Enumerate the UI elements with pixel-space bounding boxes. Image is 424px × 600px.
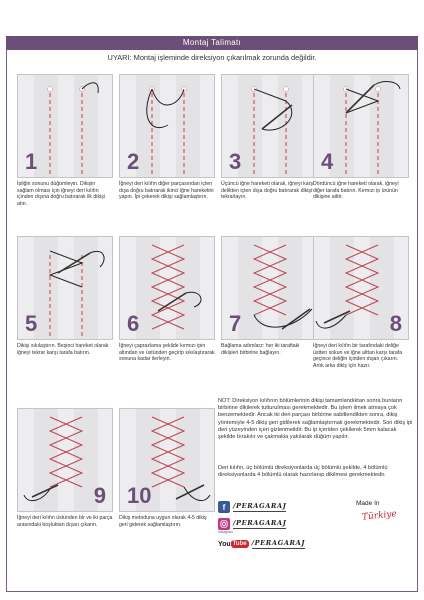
note-sections-text: Deri kılıfın, üç bölümlü direksiyonlarda üç bölümlü şekilde, 4 bölümlü direksiyonlarda 4 bölümlü olarak hazırlanıp dikilmesi gerekmektedir. [218, 465, 388, 479]
instagram-link[interactable] [218, 517, 338, 534]
step-caption: İğneyi çaprazlama şekilde kırmızı ipin altından ve üstünden geçirip sıkılaştırarak sonuna kadar ilerleyin. [119, 343, 215, 363]
step-9 [17, 408, 113, 528]
step-number: 3 [229, 149, 242, 174]
step-4 [313, 74, 409, 201]
step-7 [221, 236, 317, 356]
step-caption: İğneyi deri kılıfın bir tarafındaki deliğe üstten sokun ve iğne alttan karşı tarafa geçince deliğin içinden dışarı çıkarın. Artık arka dikiş için hazır. [313, 343, 403, 369]
step-2-illustration [119, 74, 215, 178]
step-number: 7 [229, 311, 242, 336]
instagram-label: Instagram [218, 530, 234, 534]
step-number: 2 [127, 149, 140, 174]
step-10 [119, 408, 215, 528]
step-number: 4 [321, 149, 334, 174]
step-8 [313, 236, 409, 369]
step-3-illustration [221, 74, 317, 178]
youtube-link[interactable] [218, 537, 338, 551]
step-2 [119, 74, 215, 201]
step-3 [221, 74, 317, 201]
step-number: 5 [25, 311, 38, 336]
step-number: 9 [93, 483, 106, 508]
step-8-illustration [313, 236, 409, 340]
step-9-illustration [17, 408, 113, 512]
step-caption: İpliğin sonunu düğümleyin. Dikişin sağlam olması için iğneyi deri kılıfın içinden dışına doğru batırarak ilk dikişi atın. [17, 181, 105, 207]
youtube-handle: /PERAGARAJ [251, 539, 306, 547]
step-caption: Dördüncü iğne hareketi olarak, iğneyi diğer tarafa batırın. Kırmızı ip ürünün dikişine aittir. [313, 181, 399, 201]
page-title: Montaj Talimatı [6, 36, 418, 50]
step-1-illustration [17, 74, 113, 178]
step-6 [119, 236, 215, 363]
youtube-you-text: You [218, 540, 231, 548]
step-7-illustration [221, 236, 317, 340]
step-6-illustration [119, 236, 215, 340]
step-number: 8 [389, 311, 402, 336]
step-number: 1 [25, 149, 38, 174]
facebook-icon: f [218, 501, 230, 513]
facebook-handle: /PERAGARAJ [233, 502, 287, 510]
step-caption: Dikiş metoduna uygun olarak 4-5 dikiş geri giderek sağlamlaştırın. [119, 515, 207, 528]
step-caption: Dikişi sıkılaştırın. Beşinci hareket olarak iğneyi tekrar karşı tarafa batırın. [17, 343, 109, 356]
note-text: NOT: Direksiyon kılıfının bölümlerinin dikişi tamamlandıktan sonra bunların birbirine dikilerek tutturulması gerekmektedir. Bu işlem ilmek atmaya çok benzemektedir. Ancak iki deri parçası birbirine sabitlendikten sonra, dikiş yöntemiyle 4-5 dikiş geri gidilerek sağlamlaştırmak gerekmektedir. Son dikiş ipi deri yüzeyinden içeri gizlenmelidir. Bu ip içeriden çekilerek 5mm kalacak şekilde bırakılır ve çakmakla yakılarak düğüm yapılır. [218, 398, 413, 441]
made-in-country: Türkiye [361, 509, 398, 523]
youtube-icon [218, 540, 249, 548]
step-caption: İğneyi deri kılıfın diğer parçasından içten dışa doğru batırarak ikinci iğne hareketini yapın. İpi çekerek dikişi sağlamlaştırın. [119, 181, 214, 201]
warning-text: UYARI: Montaj işleminde direksiyon çıkarılmak zorunda değildir. [107, 53, 317, 62]
step-10-illustration [119, 408, 215, 512]
step-caption: İğneyi deri kılıfın üstünden bir ve iki parça arasındaki boşluktan dışarı çıkarın. [17, 515, 113, 528]
step-5-illustration [17, 236, 113, 340]
step-5 [17, 236, 113, 356]
step-1 [17, 74, 113, 207]
step-4-illustration [313, 74, 409, 178]
instagram-icon [218, 518, 230, 530]
step-caption: Üçüncü iğne hareketi olarak, iğneyi karşı delikten içten dışa doğru batırarak dikişi tekrarlayın. [221, 181, 315, 201]
step-caption: Bağlama adımlarz: her iki taraftaki dikişleri birbirine bağlayın. [221, 343, 300, 356]
made-in-label: Made In [356, 500, 380, 507]
facebook-link[interactable] [218, 500, 338, 514]
youtube-tube-text: Tube [232, 541, 247, 547]
step-number: 10 [127, 483, 152, 508]
step-number: 6 [127, 311, 140, 336]
instagram-handle: /PERAGARAJ [233, 519, 287, 527]
